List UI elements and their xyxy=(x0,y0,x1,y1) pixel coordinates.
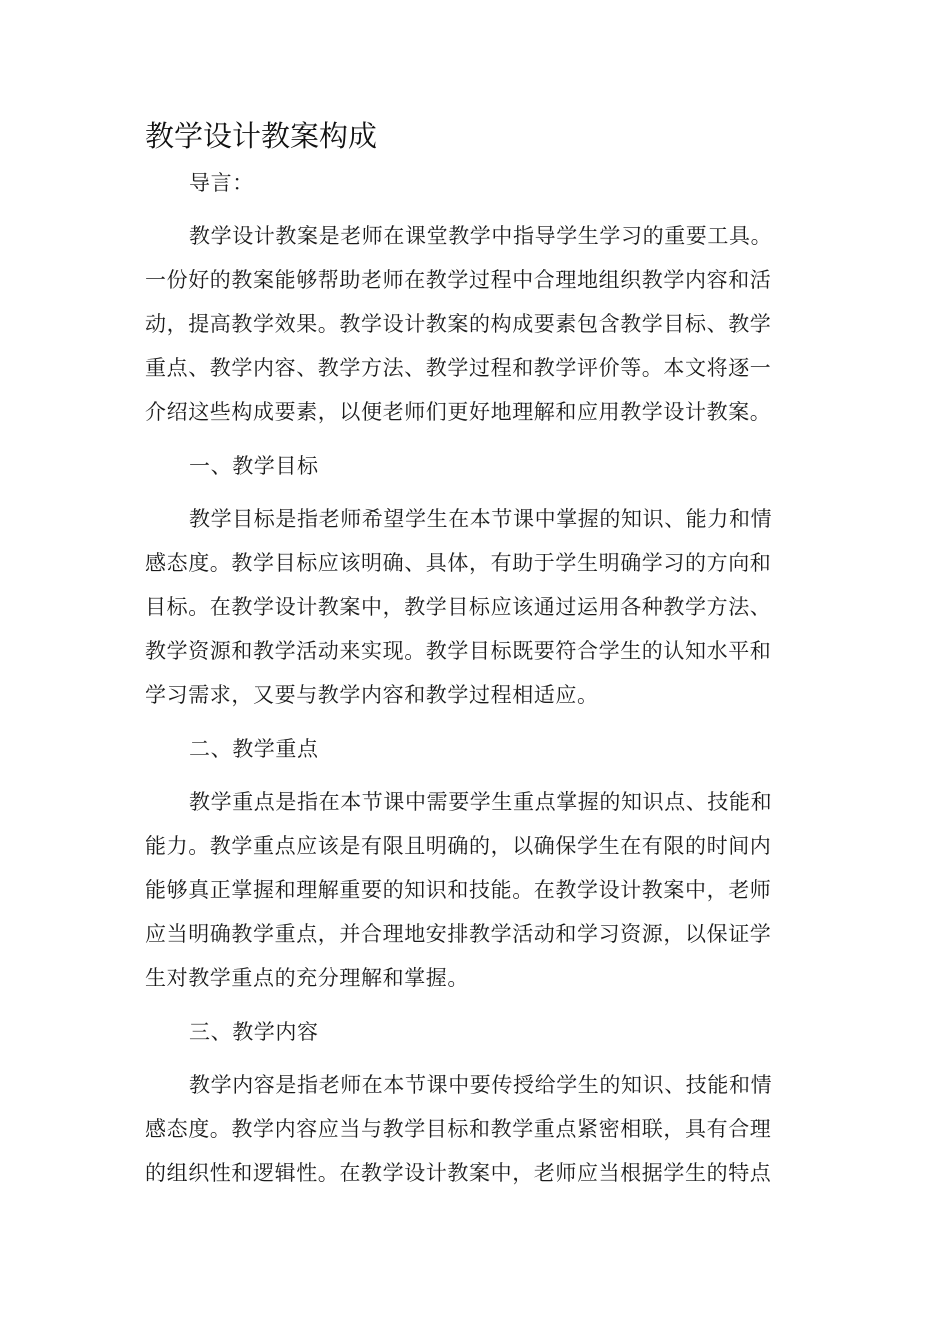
key-points-paragraph-line: 能够真正掌握和理解重要的知识和技能。在教学设计教案中，老师 xyxy=(145,878,772,902)
content-paragraph-line: 教学内容是指老师在本节课中要传授给学生的知识、技能和情 xyxy=(189,1073,773,1097)
intro-paragraph-line: 一份好的教案能够帮助老师在教学过程中合理地组织教学内容和活 xyxy=(145,268,772,292)
section-heading-content: 三、教学内容 xyxy=(189,1020,319,1044)
section-heading-key-points: 二、教学重点 xyxy=(189,737,319,761)
objectives-paragraph-line: 目标。在教学设计教案中，教学目标应该通过运用各种教学方法、 xyxy=(145,595,772,619)
intro-paragraph-line: 动，提高教学效果。教学设计教案的构成要素包含教学目标、教学 xyxy=(145,312,772,336)
intro-paragraph-line: 介绍这些构成要素，以便老师们更好地理解和应用教学设计教案。 xyxy=(145,400,772,424)
key-points-paragraph-line: 应当明确教学重点，并合理地安排教学活动和学习资源，以保证学 xyxy=(145,922,772,946)
objectives-paragraph-line: 学习需求，又要与教学内容和教学过程相适应。 xyxy=(145,683,599,707)
key-points-paragraph-line: 教学重点是指在本节课中需要学生重点掌握的知识点、技能和 xyxy=(189,790,773,814)
intro-paragraph-line: 重点、教学内容、教学方法、教学过程和教学评价等。本文将逐一 xyxy=(145,356,772,380)
key-points-paragraph-line: 生对教学重点的充分理解和掌握。 xyxy=(145,966,469,990)
intro-paragraph-line: 教学设计教案是老师在课堂教学中指导学生学习的重要工具。 xyxy=(189,224,773,248)
objectives-paragraph-line: 教学资源和教学活动来实现。教学目标既要符合学生的认知水平和 xyxy=(145,639,772,663)
key-points-paragraph-line: 能力。教学重点应该是有限且明确的，以确保学生在有限的时间内 xyxy=(145,834,772,858)
content-paragraph-line: 感态度。教学内容应当与教学目标和教学重点紧密相联，具有合理 xyxy=(145,1117,772,1141)
objectives-paragraph-line: 感态度。教学目标应该明确、具体，有助于学生明确学习的方向和 xyxy=(145,551,772,575)
objectives-paragraph-line: 教学目标是指老师希望学生在本节课中掌握的知识、能力和情 xyxy=(189,507,773,531)
section-heading-objectives: 一、教学目标 xyxy=(189,454,319,478)
document-title: 教学设计教案构成 xyxy=(145,119,378,153)
content-paragraph-line: 的组织性和逻辑性。在教学设计教案中，老师应当根据学生的特点 xyxy=(145,1161,772,1185)
intro-label: 导言： xyxy=(189,171,254,195)
